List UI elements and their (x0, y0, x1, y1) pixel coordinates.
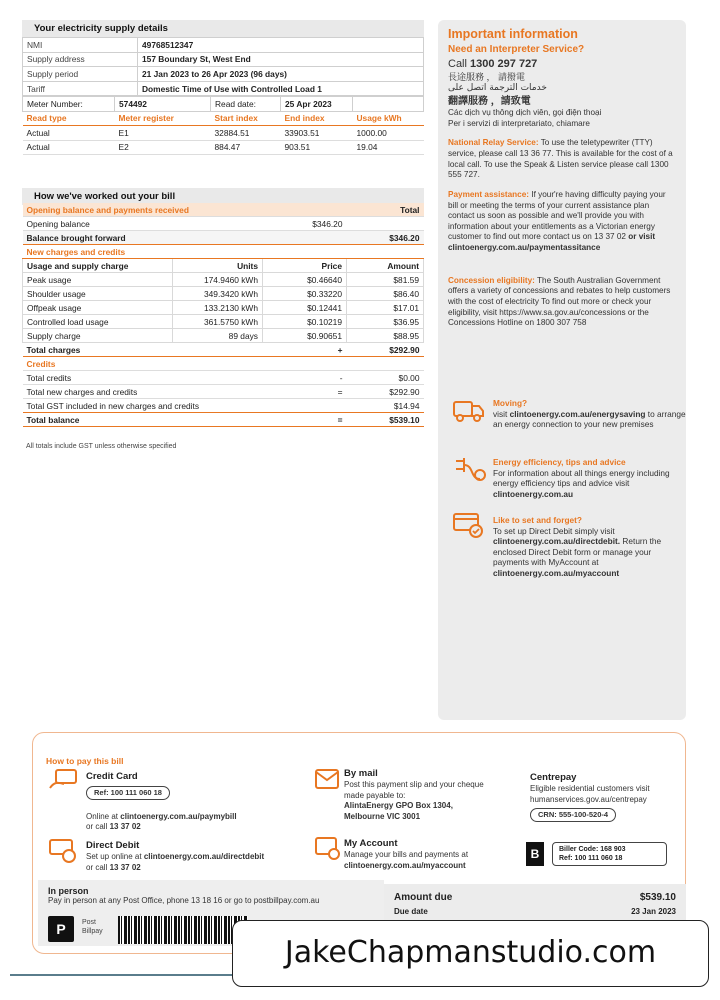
cell: 174.9460 kWh (173, 273, 263, 287)
account-settings-icon (314, 836, 342, 862)
total-charges-sign: + (263, 343, 347, 357)
tariff-value: Domestic Time of Use with Controlled Load 1 (138, 81, 424, 96)
mail-title: By mail (344, 768, 378, 779)
cc-phone: 13 37 02 (109, 822, 141, 832)
bpay-ref: Ref: 100 111 060 18 (559, 855, 623, 863)
call-label: Call (448, 58, 467, 71)
in-person-title: In person (48, 886, 89, 896)
dd-phone: 13 37 02 (109, 862, 141, 872)
cc-online: Online at (86, 812, 119, 822)
cell: Actual (23, 126, 115, 141)
cell: $86.40 (347, 287, 424, 301)
cell: 349.3420 kWh (173, 287, 263, 301)
mail-text: Post this payment slip and your cheque made payable to: (344, 780, 484, 800)
cell: E1 (115, 126, 211, 141)
card-refresh-icon (452, 510, 486, 540)
read-date: 25 Apr 2023 (281, 97, 353, 112)
mail-address-1: AlintaEnergy GPO Box 1304, (344, 801, 453, 811)
address-label: Supply address (23, 52, 138, 67)
read-date-label: Read date: (211, 97, 281, 112)
post-billpay-label: Post Billpay (82, 919, 103, 936)
cell: 19.04 (353, 140, 424, 155)
col-price: Price (263, 259, 347, 273)
plug-icon (452, 455, 486, 485)
period-value: 21 Jan 2023 to 26 Apr 2023 (96 days) (138, 67, 424, 82)
total-charges-value: $292.90 (347, 343, 424, 357)
efficiency-text: For information about all things energy including energy efficiency tips and advice visit (493, 467, 670, 489)
table-row (23, 126, 424, 141)
bill-title: How we've worked out your bill (22, 188, 424, 205)
table-row (23, 371, 424, 385)
payment-assist-title: Payment assistance: (448, 189, 530, 199)
cell: $17.01 (347, 301, 424, 315)
cell: 884.47 (211, 140, 281, 155)
address-value: 157 Boundary St, West End (138, 52, 424, 67)
cell: $81.59 (347, 273, 424, 287)
centrepay-text: Eligible residential customers visit humanservices.gov.au/centrepay (530, 784, 650, 804)
meter-col-start: Start index (211, 111, 281, 126)
nrs-text: To use the teletypewriter (TTY) service, please call 13 36 77. This is available for the cost of a local call. To use the Speak & Listen service please call 1300 555 727. (448, 138, 673, 180)
info-title: Important information (448, 27, 578, 41)
info-panel (438, 20, 686, 720)
opening-value: $346.20 (263, 217, 347, 231)
meter-col-usage: Usage kWh (353, 111, 424, 126)
myaccount-text: Manage your bills and payments at (344, 850, 469, 860)
lang-vietnamese: Các dịch vụ thông dịch viên, gọi điện thoại (448, 107, 602, 117)
mail-icon (314, 768, 340, 790)
efficiency-title: Energy efficiency, tips and advice (493, 457, 626, 467)
table-row (23, 301, 424, 315)
direct-debit-text: To set up Direct Debit simply visit (493, 525, 615, 536)
amount-due-label: Amount due (394, 892, 453, 903)
cell: Actual (23, 140, 115, 155)
table-row (23, 385, 424, 399)
cell: = (263, 385, 347, 399)
direct-debit-link[interactable]: clintoenergy.com.au/directdebit. (493, 536, 621, 547)
total-charges-label: Total charges (23, 343, 263, 357)
cell: $0.00 (347, 371, 424, 385)
cell: 903.51 (281, 140, 353, 155)
biller-code: Biller Code: 168 903 (559, 846, 626, 853)
direct-debit-block (493, 515, 688, 579)
moving-text: visit (493, 408, 508, 419)
credit-card-title: Credit Card (86, 771, 138, 782)
call-number: 1300 297 727 (470, 58, 538, 71)
credits-header: Credits (23, 357, 424, 371)
table-row (23, 315, 424, 329)
pay-title: How to pay this bill (46, 756, 124, 766)
direct-debit-title: Like to set and forget? (493, 515, 582, 525)
dd-title: Direct Debit (86, 840, 140, 851)
brought-label: Balance brought forward (23, 231, 347, 245)
cell: 89 days (173, 329, 263, 343)
divider (10, 974, 232, 976)
in-person-text: Pay in person at any Post Office, phone 13 18 16 or go to postbillpay.com.au (48, 896, 320, 905)
cell: Supply charge (23, 329, 173, 343)
meter-col-register: Meter register (115, 111, 211, 126)
myaccount-block (344, 838, 529, 871)
credit-card-block (86, 771, 296, 833)
cell: 33903.51 (281, 126, 353, 141)
table-row (23, 140, 424, 155)
watermark: JakeChapmanstudio.com (232, 920, 709, 987)
cell (263, 399, 347, 413)
moving-link[interactable]: clintoenergy.com.au/energysaving (509, 408, 646, 419)
meter-number-label: Meter Number: (23, 97, 115, 112)
new-charges-header: New charges and credits (23, 245, 424, 259)
total-balance-value: $539.10 (347, 413, 424, 427)
period-label: Supply period (23, 67, 138, 82)
cell: 361.5750 kWh (173, 315, 263, 329)
cell: $0.90651 (263, 329, 347, 343)
dd-link[interactable]: clintoenergy.com.au/directdebit (143, 852, 265, 862)
supply-title: Your electricity supply details (22, 20, 424, 37)
cell: $14.94 (347, 399, 424, 413)
cell: - (263, 371, 347, 385)
due-date-label: Due date (394, 907, 428, 916)
total-col-label: Total (347, 203, 424, 217)
mail-block (344, 768, 504, 822)
col-usage: Usage and supply charge (23, 259, 173, 273)
cell: 32884.51 (211, 126, 281, 141)
cell: 1000.00 (353, 126, 424, 141)
moving-text-2: to arrange an energy connection to your new premises (493, 408, 686, 430)
barcode (118, 916, 248, 944)
bpay-logo-icon: B (526, 842, 544, 866)
credit-card-ref: Ref: 100 111 060 18 (86, 786, 170, 800)
cc-call: or call (86, 822, 108, 832)
cell: Peak usage (23, 273, 173, 287)
direct-debit-icon (48, 838, 78, 864)
meter-col-end: End index (281, 111, 353, 126)
cell: Controlled load usage (23, 315, 173, 329)
col-units: Units (173, 259, 263, 273)
meter-table (22, 96, 424, 155)
supply-table (22, 37, 424, 96)
dd-call: or call (86, 862, 108, 872)
opening-label: Opening balance (23, 217, 263, 231)
mail-address-2: Melbourne VIC 3001 (344, 811, 421, 821)
cell: $88.95 (347, 329, 424, 343)
centrepay-block (530, 772, 680, 822)
total-balance-sign: = (263, 413, 347, 427)
col-amount: Amount (347, 259, 424, 273)
meter-number: 574492 (115, 97, 211, 112)
table-row (23, 399, 424, 413)
cell: Total new charges and credits (23, 385, 263, 399)
truck-icon (452, 394, 486, 424)
efficiency-block (493, 457, 688, 499)
lang-chinese: 翻譯服務 ，請致電 (448, 95, 531, 107)
cell: $0.10219 (263, 315, 347, 329)
lang-chinese-trad: 長途服務 ， 請撥電 (448, 71, 526, 82)
tariff-label: Tariff (23, 81, 138, 96)
bpay-box (552, 842, 667, 866)
centrepay-crn: CRN: 555-100-520-4 (530, 808, 616, 822)
cell: $0.12441 (263, 301, 347, 315)
cell: E2 (115, 140, 211, 155)
lang-italian: Per i servizi di interpretariato, chiamare (448, 118, 590, 128)
nmi-value: 49768512347 (138, 38, 424, 53)
table-row (23, 287, 424, 301)
cell: Offpeak usage (23, 301, 173, 315)
total-balance-label: Total balance (23, 413, 263, 427)
table-row (23, 329, 424, 343)
lang-arabic: خدمات الترجمة اتصل على (448, 83, 547, 94)
myaccount-pay-link[interactable]: clintoenergy.com.au/myaccount (344, 860, 466, 870)
moving-block (493, 398, 688, 430)
moving-title: Moving? (493, 398, 528, 408)
myaccount-link[interactable]: clintoenergy.com.au/myaccount (493, 568, 620, 579)
cell: $0.46640 (263, 273, 347, 287)
concession-text: The South Australian Government offers a variety of concessions and rebates to help customers with the cost of electricity To find out more or check your eligibility, visit https://www.sa.gov.au/concessions or the Concessions Hotline on 1800 307 758 (448, 275, 671, 328)
brought-value: $346.20 (347, 231, 424, 245)
due-date-value: 23 Jan 2023 (631, 907, 676, 916)
cell: Total GST included in new charges and credits (23, 399, 263, 413)
direct-debit-text-2: Return the enclosed Direct Debit form or manage your payments with MyAccount at (493, 536, 662, 568)
post-billpay-logo-icon: P (48, 916, 74, 942)
nrs-title: National Relay Service: (448, 138, 539, 148)
cell: 133.2130 kWh (173, 301, 263, 315)
meter-col-read-type: Read type (23, 111, 115, 126)
nmi-label: NMI (23, 38, 138, 53)
payment-assist-text: If your're having difficulty paying your bill or meeting the terms of your current assistance plan contact us soon as possible and we'll provide you with information about your entitlements as a Victorian energy customer to find out more contact us on 13 37 02 (448, 189, 666, 242)
bill-table (22, 203, 424, 427)
cell: Shoulder usage (23, 287, 173, 301)
credit-card-hand-icon (48, 768, 78, 792)
direct-debit-pay-block (86, 840, 296, 873)
myaccount-title: My Account (344, 838, 398, 849)
cc-link[interactable]: clintoenergy.com.au/paymybill (120, 812, 237, 822)
gst-note: All totals include GST unless otherwise specified (26, 443, 177, 450)
cell: $36.95 (347, 315, 424, 329)
cell: $0.33220 (263, 287, 347, 301)
cell: $292.90 (347, 385, 424, 399)
cell: Total credits (23, 371, 263, 385)
payment-assist-link[interactable]: or visit clintoenergy.com.au/paymentassitance (448, 232, 656, 253)
efficiency-link[interactable]: clintoenergy.com.au (493, 488, 574, 499)
amount-due-value: $539.10 (639, 892, 676, 903)
opening-header: Opening balance and payments received (23, 203, 347, 217)
table-row (23, 273, 424, 287)
centrepay-title: Centrepay (530, 772, 577, 783)
concession-title: Concession eligibility: (448, 275, 535, 285)
dd-text: Set up online at (86, 852, 142, 862)
interpreter-title: Need an Interpreter Service? (448, 44, 585, 56)
